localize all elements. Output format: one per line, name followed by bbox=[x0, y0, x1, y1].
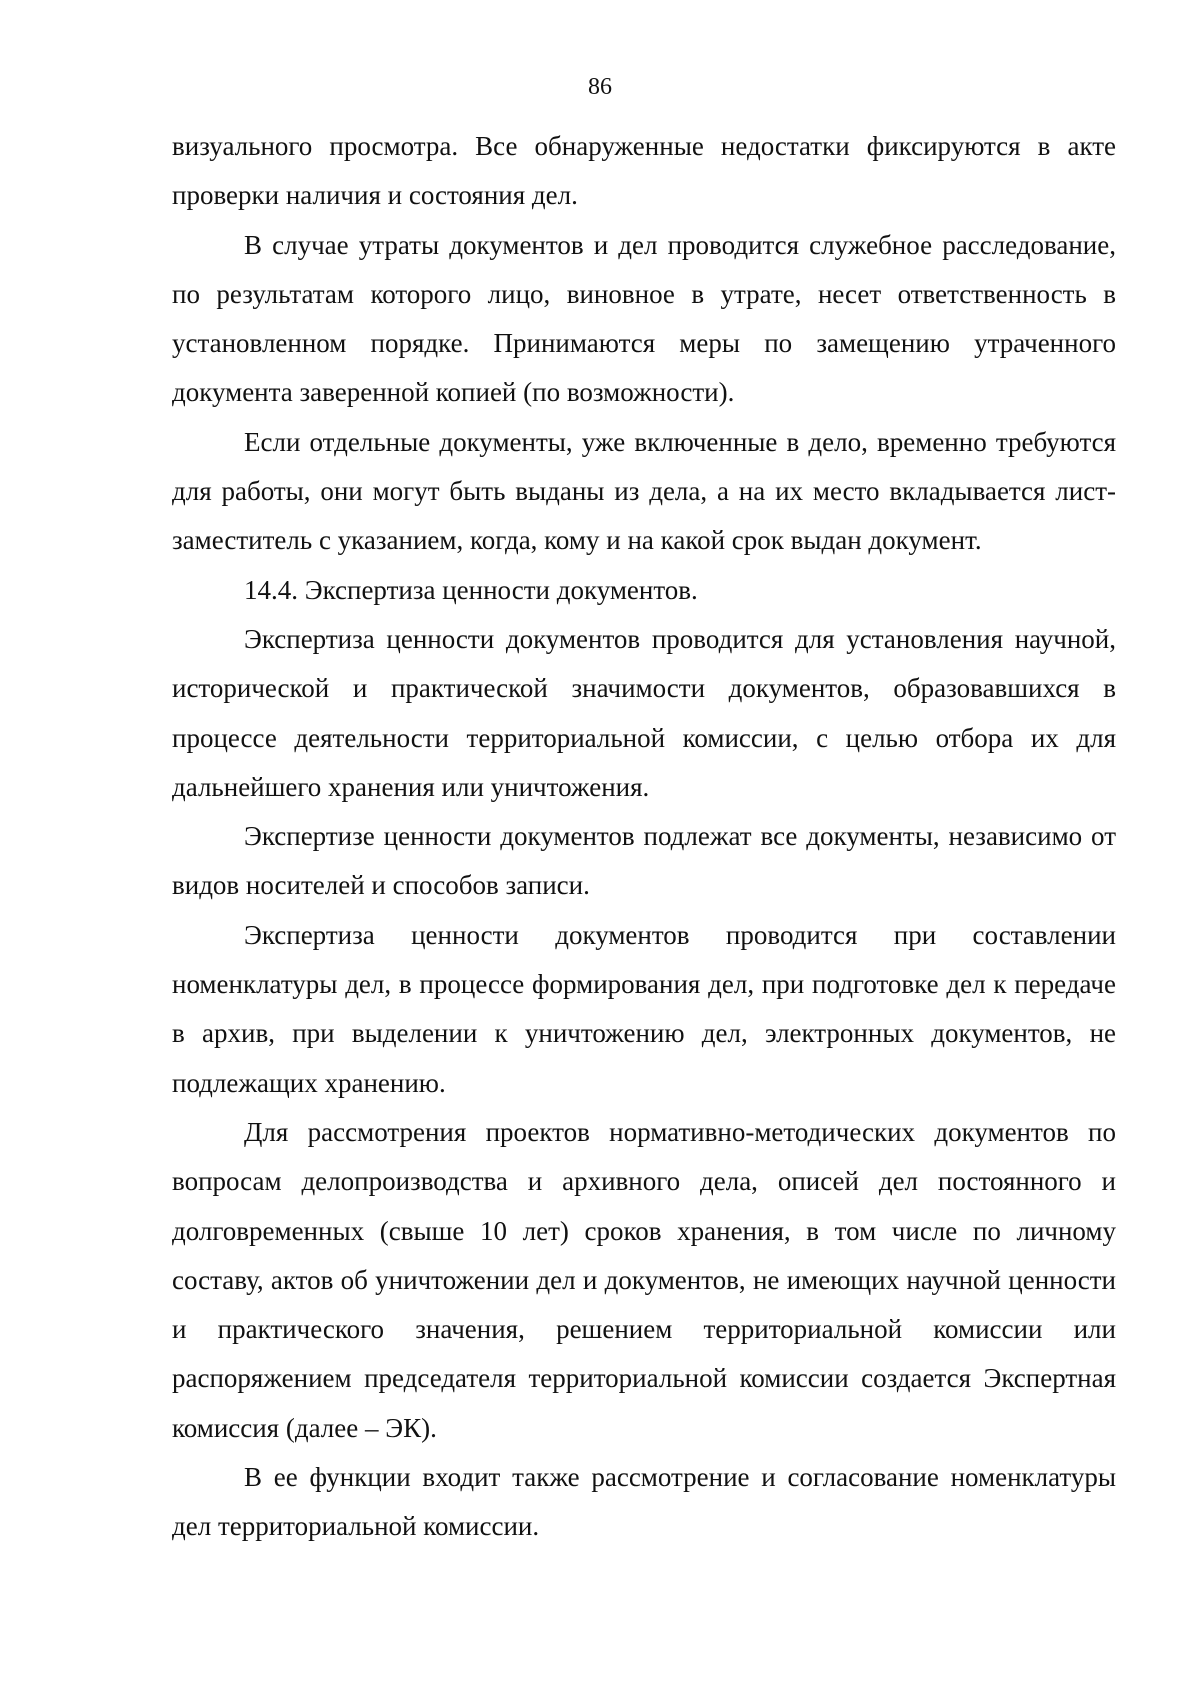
section-heading-14-4: 14.4. Экспертиза ценности документов. bbox=[244, 574, 698, 605]
page-number: 86 bbox=[588, 74, 612, 100]
paragraph-expertise-purpose: Экспертиза ценности документов проводится для установления научной, исторической и практической значимости документов, образовавшихся в процессе деятельности территориальной комиссии, с целью отбора их для дальнейшего хранения или уничтожения. bbox=[172, 623, 1116, 802]
paragraph-expert-commission: Для рассмотрения проектов нормативно-методических документов по вопросам делопроизводства и архивного дела, описей дел постоянного и долговременных (свыше 10 лет) сроков хранения, в том числе по личному составу, актов об уничтожении дел и документов, не имеющих научной ценности и практического значения, решением территориальной комиссии или распоряжением председателя территориальной комиссии создается Экспертная комиссия (далее – ЭК). bbox=[172, 1116, 1116, 1443]
paragraph-loss-investigation: В случае утраты документов и дел проводится служебное расследование, по результатам которого лицо, виновное в утрате, несет ответственность в установленном порядке. Принимаются меры по замещению утраченного документа заверенной копией (по возможности). bbox=[172, 229, 1116, 408]
paragraph-expertise-scope: Экспертизе ценности документов подлежат все документы, независимо от видов носителей и способов записи. bbox=[172, 821, 1116, 901]
document-body bbox=[172, 122, 1116, 1552]
paragraph-expertise-timing: Экспертиза ценности документов проводится при составлении номенклатуры дел, в процессе формирования дел, при подготовке дел к передаче в архив, при выделении к уничтожению дел, электронных документов, не подлежащих хранению. bbox=[172, 919, 1116, 1098]
paragraph-document-issue: Если отдельные документы, уже включенные в дело, временно требуются для работы, они могут быть выданы из дела, а на их место вкладывается лист-заместитель с указанием, когда, кому и на какой срок выдан документ. bbox=[172, 426, 1116, 556]
paragraph-commission-functions: В ее функции входит также рассмотрение и согласование номенклатуры дел территориальной комиссии. bbox=[172, 1462, 1116, 1542]
paragraph-continuation: визуального просмотра. Все обнаруженные недостатки фиксируются в акте проверки наличия и состояния дел. bbox=[172, 131, 1116, 211]
